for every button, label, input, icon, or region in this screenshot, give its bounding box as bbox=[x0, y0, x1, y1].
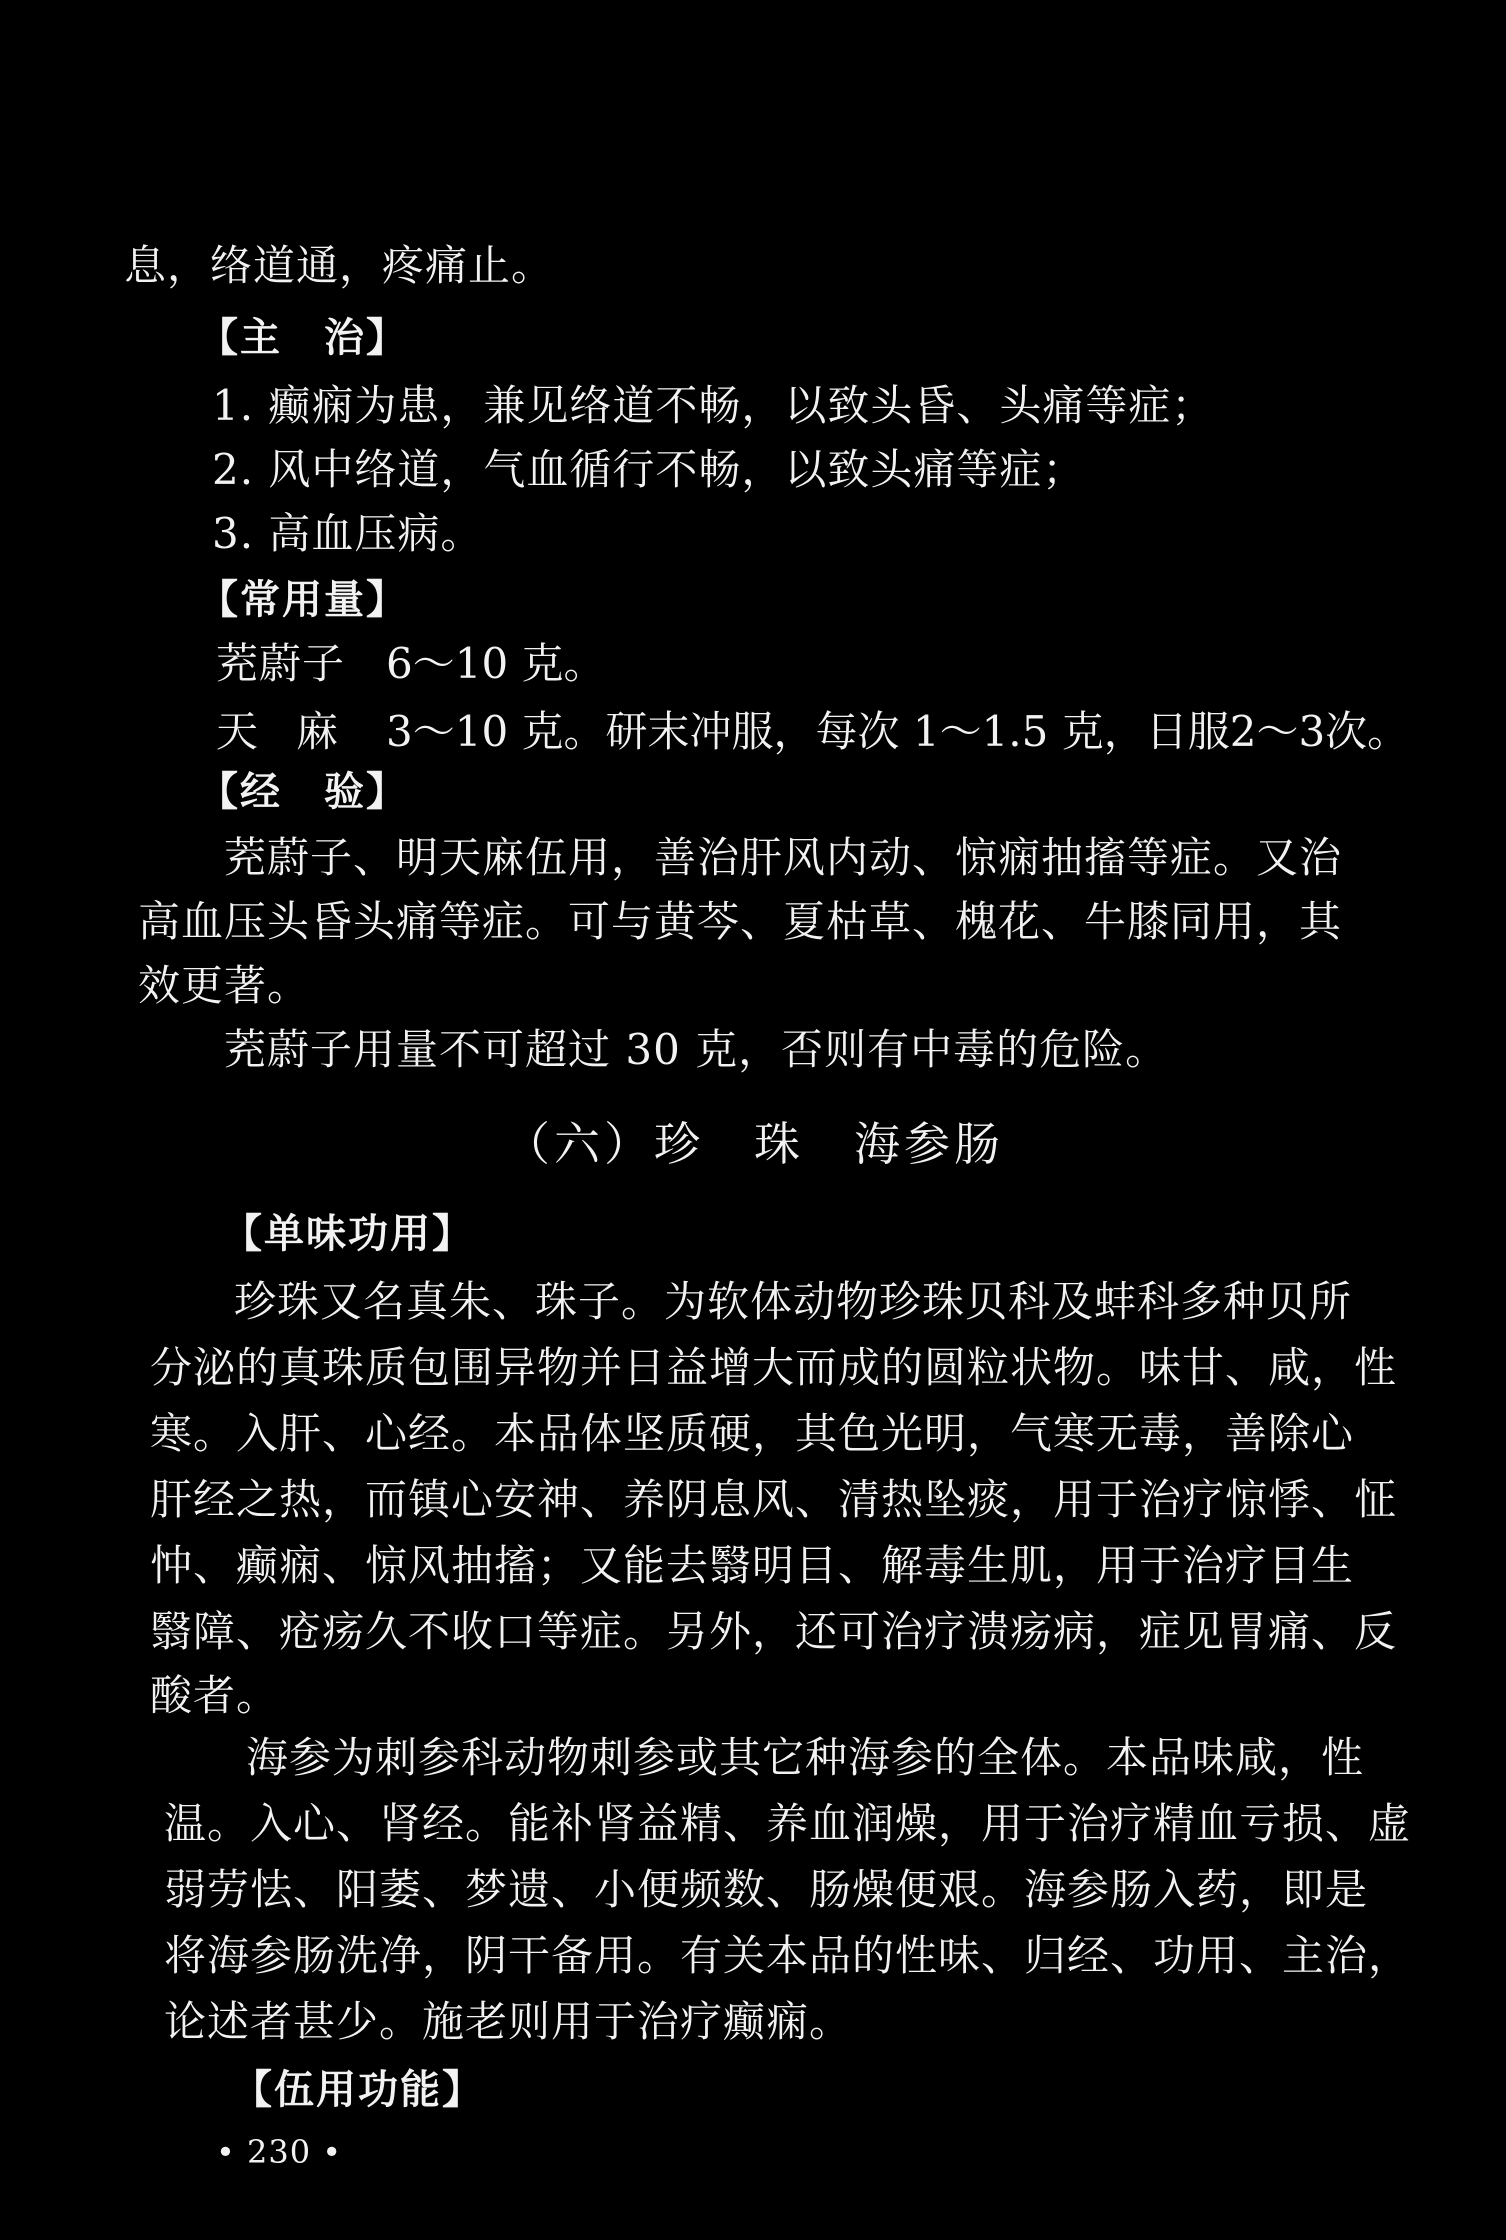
pearl-text-line: 分泌的真珠质包围异物并日益增大而成的圆粒状物。味甘、咸，性 bbox=[150, 1343, 1398, 1392]
single-function-header: 【单味功用】 bbox=[222, 1211, 474, 1257]
indications-header: 【主 治】 bbox=[198, 315, 408, 361]
page-number: • 230 • bbox=[216, 2133, 343, 2171]
indication-item-3: 3. 高血压病。 bbox=[212, 509, 484, 558]
section-title: （六）珍 珠 海参肠 bbox=[504, 1117, 1004, 1171]
sea-cucumber-text-line: 温。入心、肾经。能补肾益精、养血润燥，用于治疗精血亏损、虚 bbox=[164, 1799, 1412, 1848]
experience-text-line: 效更著。 bbox=[138, 961, 311, 1010]
experience-text-line: 茺蔚子、明天麻伍用，善治肝风内动、惊痫抽搐等症。又治 bbox=[224, 833, 1343, 882]
indication-item-1: 1. 癫痫为患，兼见络道不畅，以致头昏、头痛等症； bbox=[212, 381, 1215, 430]
pearl-text-line: 翳障、疮疡久不收口等症。另外，还可治疗溃疡病，症见胃痛、反 bbox=[150, 1607, 1398, 1656]
sea-cucumber-text-line: 海参为刺参科动物刺参或其它种海参的全体。本品味咸，性 bbox=[246, 1733, 1365, 1782]
dosage-herb-name: 天麻 bbox=[216, 707, 377, 756]
pearl-text-line: 寒。入肝、心经。本品体坚质硬，其色光明，气寒无毒，善除心 bbox=[150, 1409, 1355, 1458]
pearl-text-line: 肝经之热，而镇心安神、养阴息风、清热坠痰，用于治疗惊悸、怔 bbox=[150, 1475, 1398, 1524]
pearl-text-line: 酸者。 bbox=[150, 1671, 280, 1720]
dosage-row-2 bbox=[216, 704, 1409, 760]
dosage-amount: 6～10 克。 bbox=[386, 639, 606, 688]
continuation-line: 息，络道通，疼痛止。 bbox=[124, 241, 555, 290]
combined-function-header: 【伍用功能】 bbox=[232, 2067, 484, 2113]
dosage-amount: 3～10 克。研末冲服，每次 1～1.5 克，日服2～3次。 bbox=[386, 707, 1410, 756]
pearl-text-line: 珍珠又名真朱、珠子。为软体动物珍珠贝科及蚌科多种贝所 bbox=[234, 1277, 1353, 1326]
indication-item-2: 2. 风中络道，气血循行不畅，以致头痛等症； bbox=[212, 445, 1086, 494]
experience-text-line: 高血压头昏头痛等症。可与黄芩、夏枯草、槐花、牛膝同用，其 bbox=[138, 897, 1343, 946]
experience-header: 【经 验】 bbox=[198, 769, 408, 815]
dosage-header: 【常用量】 bbox=[198, 577, 408, 623]
sea-cucumber-text-line: 将海参肠洗净，阴干备用。有关本品的性味、归经、功用、主治， bbox=[164, 1931, 1412, 1980]
sea-cucumber-text-line: 论述者甚少。施老则用于治疗癫痫。 bbox=[164, 1997, 853, 2046]
pearl-text-line: 忡、癫痫、惊风抽搐；又能去翳明目、解毒生肌，用于治疗目生 bbox=[150, 1541, 1355, 1590]
experience-text-line: 茺蔚子用量不可超过 30 克，否则有中毒的危险。 bbox=[224, 1025, 1169, 1074]
dosage-row-1 bbox=[216, 636, 606, 692]
dosage-herb-name: 茺蔚子 bbox=[216, 639, 346, 688]
sea-cucumber-text-line: 弱劳怯、阳萎、梦遗、小便频数、肠燥便艰。海参肠入药，即是 bbox=[164, 1865, 1369, 1914]
